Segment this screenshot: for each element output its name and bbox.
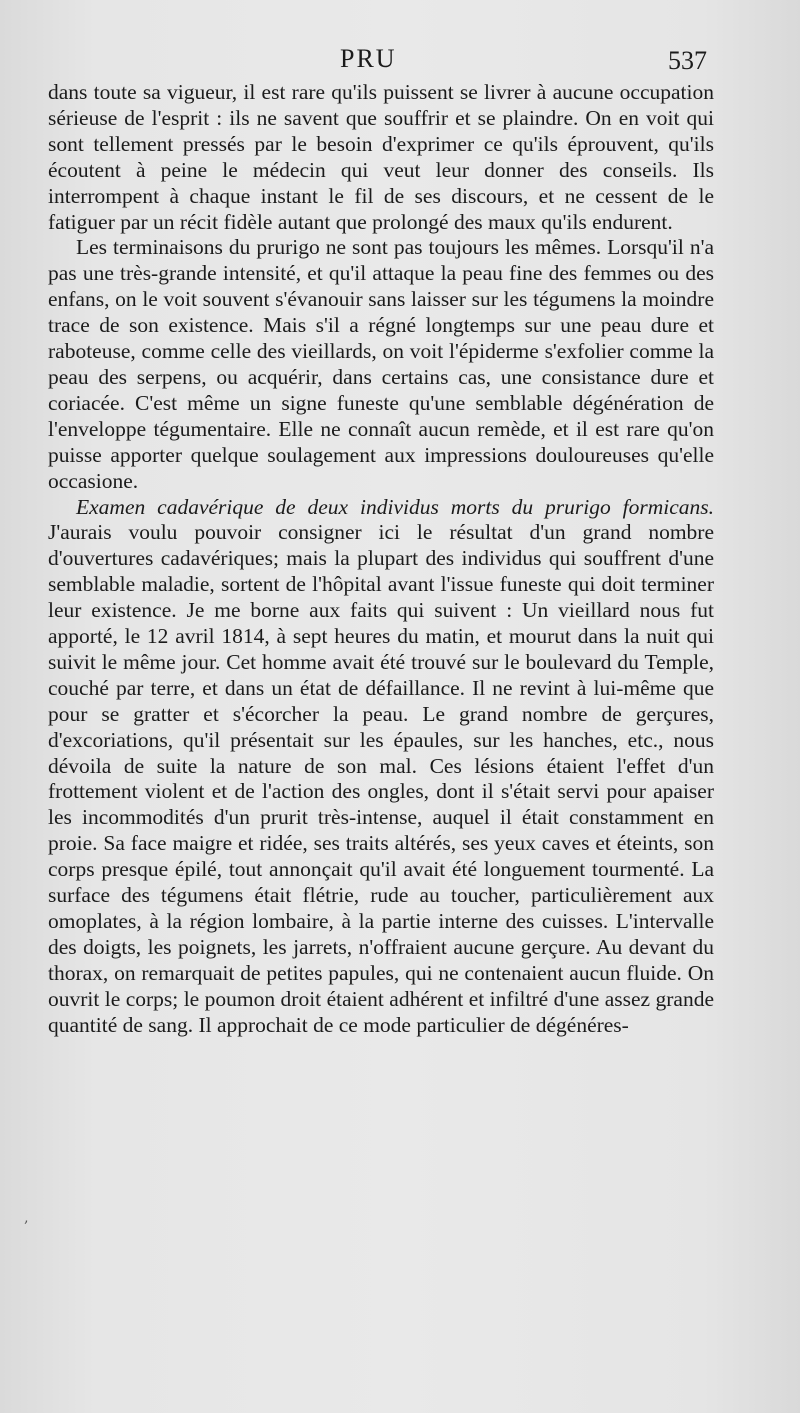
section-heading: Examen cadavérique de deux individus morts du prurigo formicans. bbox=[76, 494, 714, 519]
margin-mark: ‚ bbox=[24, 1210, 29, 1226]
paragraph-terminaisons: Les terminaisons du prurigo ne sont pas toujours les mêmes. Lorsqu'il n'a pas une très-grande intensité, et qu'il attaque la peau fine des femmes ou des enfans, on le voit souvent s'évanouir sans laisser sur les tégumens la moindre trace de son existence. Mais s'il a régné longtemps sur une peau dure et raboteuse, comme celle des vieillards, on voit l'épiderme s'exfolier comme la peau des serpens, ou acquérir, dans certains cas, une consistance dure et coriacée. C'est même un signe funeste qu'une semblable dégénération de l'enveloppe tégumentaire. Elle ne connaît aucun remède, et il est rare qu'on puisse apporter quelque soulagement aux impressions douloureuses qu'elle occasione. bbox=[48, 235, 714, 493]
page-number: 537 bbox=[668, 46, 707, 75]
section-text: J'aurais voulu pouvoir consigner ici le résultat d'un grand nombre d'ouvertures cadavériques; mais la plupart des individus qui souffrent d'une semblable maladie, sortent de l'hôpital avant l'issue funeste qui doit terminer leur existence. Je me borne aux faits qui suivent : Un vieillard nous fut apporté, le 12 avril 1814, à sept heures du matin, et mourut dans la nuit qui suivit le même jour. Cet homme avait été trouvé sur le boulevard du Temple, couché par terre, et dans un état de défaillance. Il ne revint à lui-même que pour se gratter et s'écorcher la peau. Le grand nombre de gerçures, d'excoriations, qu'il présentait sur les épaules, sur les hanches, etc., nous dévoila de suite la nature de son mal. Ces lésions étaient l'effet d'un frottement violent et de l'action des ongles, dont il s'était servi pour apaiser les incommodités d'un prurit très-intense, auquel il était constamment en proie. Sa face maigre et ridée, ses traits altérés, ses yeux caves et éteints, son corps presque épilé, tout annonçait qu'il avait été longuement tourmenté. La surface des tégumens était flétrie, rude au toucher, particulièrement aux omoplates, à la région lombaire, à la partie interne des cuisses. L'intervalle des doigts, les poignets, les jarrets, n'offraient aucune gerçure. Au devant du thorax, on remarquait de petites papules, qui ne contenaient aucun fluide. On ouvrit le corps; le poumon droit étaient adhérent et infiltré d'une assez grande quantité de sang. Il approchait de ce mode particulier de dégénéres- bbox=[48, 520, 714, 1037]
paragraph-continued: dans toute sa vigueur, il est rare qu'ils puissent se livrer à aucune occupation sérieuse de l'esprit : ils ne savent que souffrir et se plaindre. On en voit qui sont tellement pressés par le besoin d'exprimer ce qu'ils éprouvent, qu'ils écoutent à peine le médecin qui veut leur donner des conseils. Ils interrompent à chaque instant le fil de ses discours, et ne cessent de le fatiguer par un récit fidèle autant que prolongé des maux qu'ils endurent. bbox=[48, 80, 714, 234]
page-header bbox=[0, 44, 800, 80]
paragraph-examen bbox=[48, 495, 714, 1039]
running-title: PRU bbox=[340, 44, 397, 73]
body-text bbox=[48, 80, 714, 1039]
